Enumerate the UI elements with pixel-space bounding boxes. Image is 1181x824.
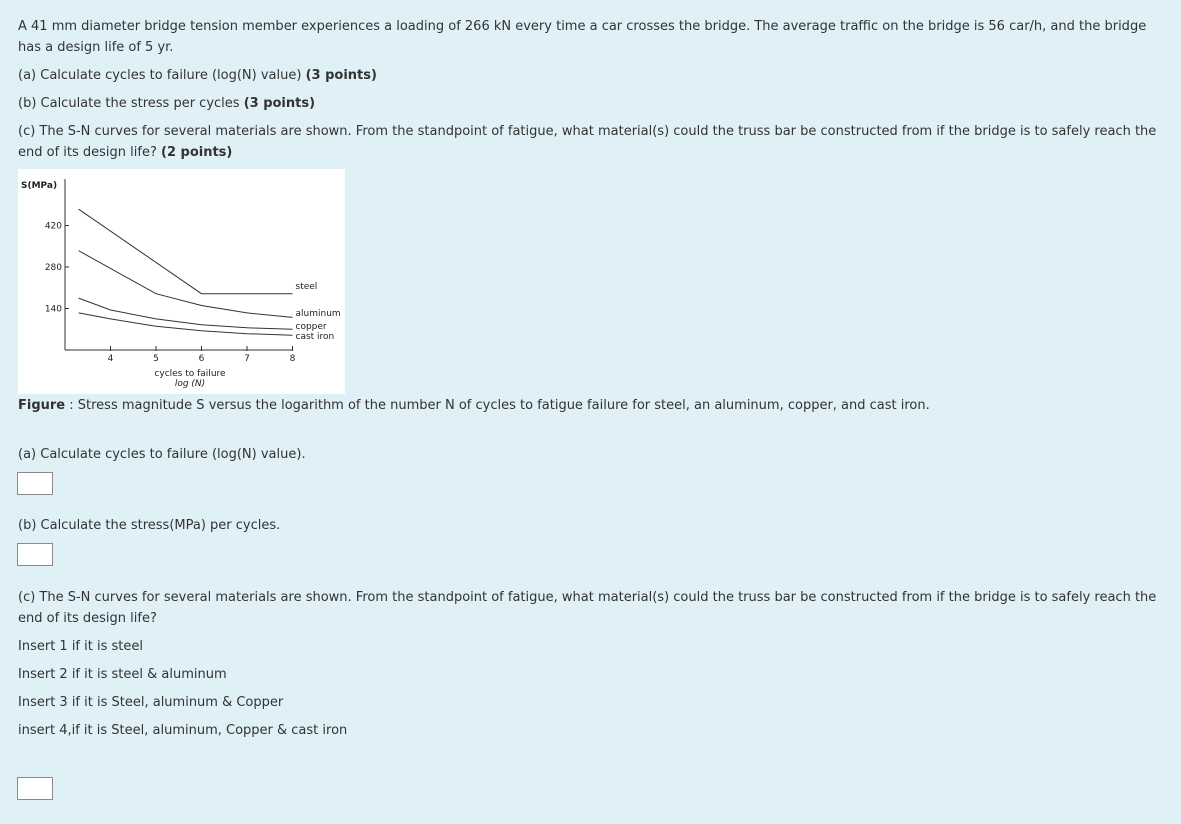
series-line-aluminum bbox=[79, 251, 293, 318]
series-line-steel bbox=[79, 209, 293, 294]
series-line-copper bbox=[79, 298, 293, 329]
option-3: Insert 3 if it is Steel, aluminum & Copper bbox=[18, 695, 284, 710]
part-a-points: (3 points) bbox=[305, 68, 377, 83]
question-b: (b) Calculate the stress(MPa) per cycles. bbox=[18, 518, 281, 533]
part-b-points: (3 points) bbox=[243, 96, 316, 111]
x-tick-label: 5 bbox=[153, 354, 159, 364]
y-axis-label: S(MPa) bbox=[21, 181, 58, 191]
part-c-points: (2 points) bbox=[161, 145, 233, 160]
part-b-label: (b) Calculate the stress per cycles bbox=[18, 96, 240, 111]
answer-b-input[interactable] bbox=[18, 544, 52, 565]
x-tick-label: 8 bbox=[289, 354, 296, 364]
x-tick-label: 7 bbox=[244, 354, 250, 364]
part-b-text bbox=[18, 93, 1168, 114]
series-label-steel: steel bbox=[295, 282, 318, 292]
figure-caption-label: Figure bbox=[18, 398, 66, 413]
part-c-label: (c) The S-N curves for several materials are shown. From the standpoint of fatigue, what material(s) could the truss bar be constructed from if the bridge is to safely reach the end of its design life? bbox=[18, 124, 1157, 160]
figure-caption bbox=[18, 396, 930, 416]
y-tick-label: 140 bbox=[44, 304, 62, 315]
part-a-text bbox=[18, 65, 1168, 86]
option-1: Insert 1 if it is steel bbox=[18, 639, 143, 654]
series-line-cast-iron bbox=[79, 313, 293, 335]
part-a-label: (a) Calculate cycles to failure (log(N) value) bbox=[18, 68, 302, 83]
y-tick-label: 280 bbox=[44, 263, 62, 274]
answer-b-input-box[interactable] bbox=[17, 543, 53, 566]
problem-intro: A 41 mm diameter bridge tension member experiences a loading of 266 kN every time a car crosses the bridge. The average traffic on the bridge is 56 car/h, and the bridge has a design life of 5 yr. bbox=[18, 19, 1147, 55]
y-tick-label: 420 bbox=[44, 221, 62, 232]
series-label-aluminum: aluminum bbox=[295, 309, 341, 319]
option-2: Insert 2 if it is steel & aluminum bbox=[18, 667, 227, 682]
x-axis-label-line2: log (N) bbox=[174, 379, 206, 389]
part-c-text bbox=[18, 121, 1168, 163]
series-label-cast-iron: cast iron bbox=[295, 332, 335, 342]
sn-curve-figure bbox=[18, 169, 345, 394]
series-label-copper: copper bbox=[295, 322, 327, 332]
x-tick-label: 4 bbox=[107, 354, 114, 364]
question-a: (a) Calculate cycles to failure (log(N) value). bbox=[18, 447, 306, 462]
x-axis-label-line1: cycles to failure bbox=[154, 369, 226, 379]
answer-a-input-box[interactable] bbox=[17, 472, 53, 495]
answer-c-input-box[interactable] bbox=[17, 777, 53, 800]
question-c: (c) The S-N curves for several materials are shown. From the standpoint of fatigue, what material(s) could the truss bar be constructed from if the bridge is to safely reach the end of its design life? bbox=[18, 590, 1157, 626]
answer-a-input[interactable] bbox=[18, 473, 52, 494]
answer-c-input[interactable] bbox=[18, 778, 52, 799]
x-tick-label: 6 bbox=[198, 354, 205, 364]
figure-caption-text: : Stress magnitude S versus the logarithm of the number N of cycles to fatigue failure for steel, an aluminum, copper, and cast iron. bbox=[65, 398, 930, 413]
option-4: insert 4,if it is Steel, aluminum, Copper & cast iron bbox=[18, 723, 348, 738]
sn-curve-chart bbox=[18, 169, 345, 394]
